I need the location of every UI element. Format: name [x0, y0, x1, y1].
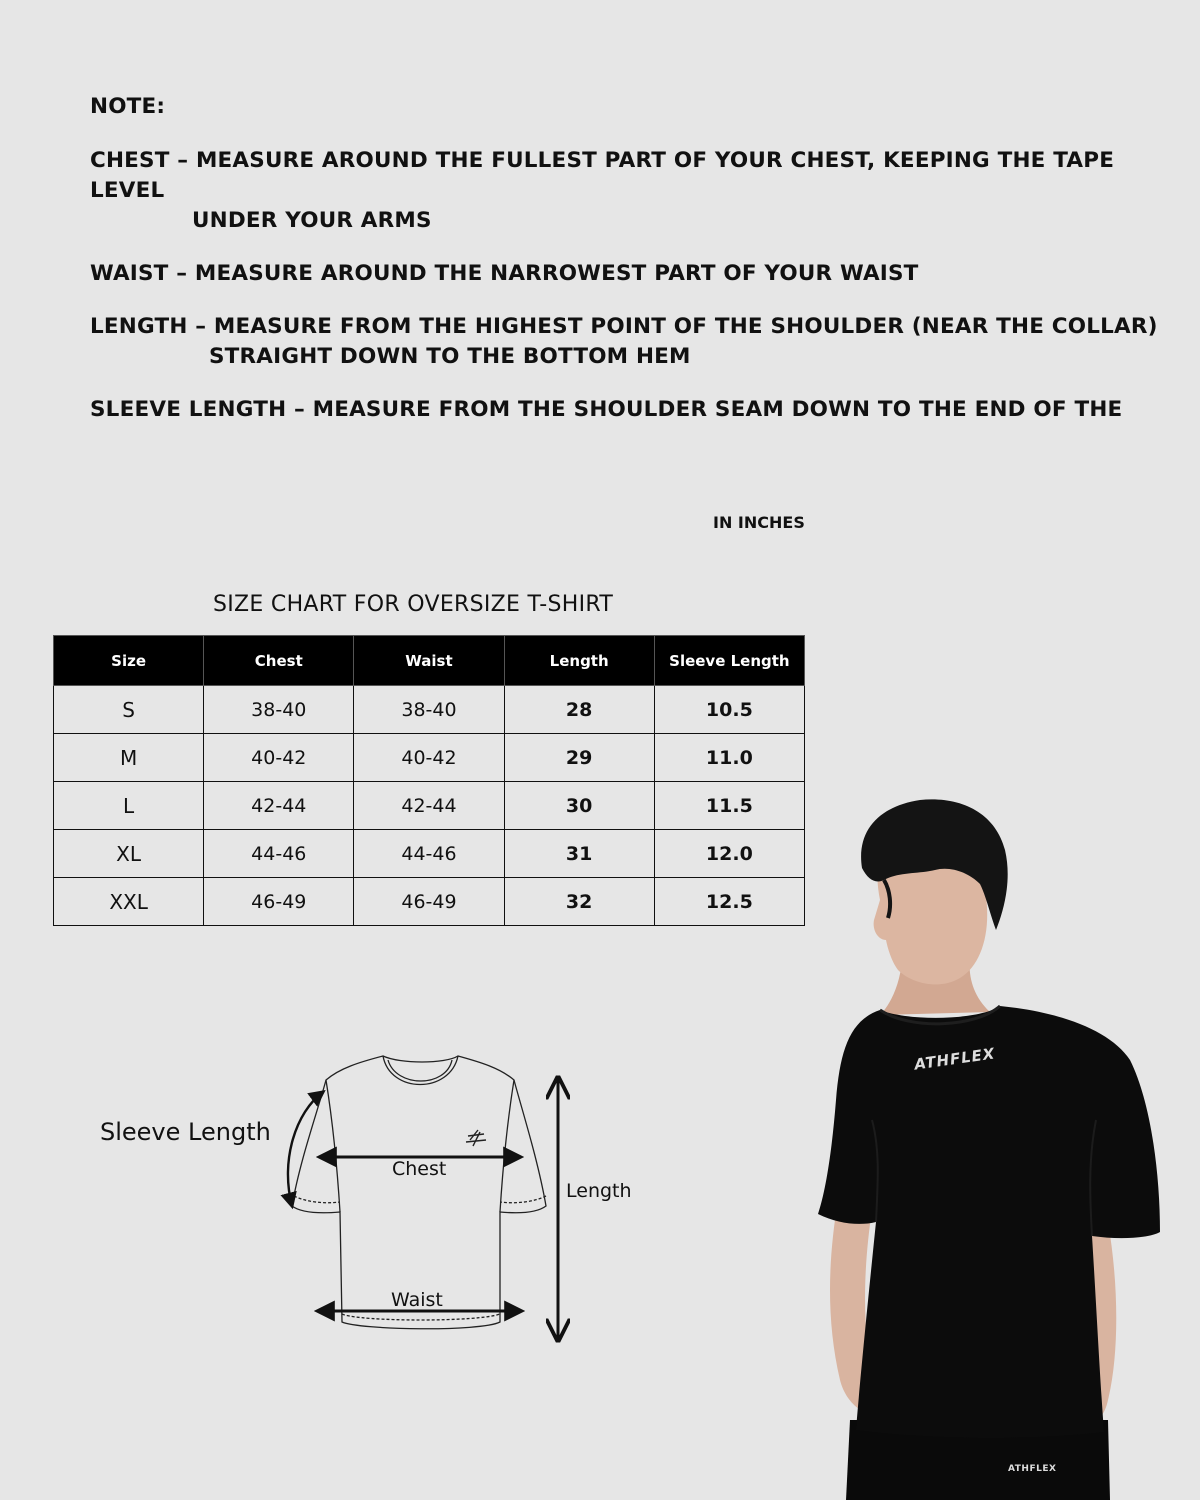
cell-waist: 38-40	[354, 686, 504, 734]
cell-chest: 46-49	[204, 878, 354, 926]
note-term: WAIST	[90, 261, 169, 286]
cell-sleeve-length: 11.0	[654, 734, 804, 782]
header-waist: Waist	[354, 636, 504, 686]
cell-length: 28	[504, 686, 654, 734]
shirt-brand-logo: ATHFLEX	[913, 1044, 997, 1074]
note-text: MEASURE AROUND THE FULLEST PART OF YOUR CHEST, KEEPING THE TAPE LEVEL	[90, 148, 1115, 203]
header-chest: Chest	[204, 636, 354, 686]
cell-sleeve-length: 10.5	[654, 686, 804, 734]
cell-sleeve-length: 12.5	[654, 878, 804, 926]
note-separator: –	[286, 397, 313, 422]
cell-chest: 42-44	[204, 782, 354, 830]
header-size: Size	[54, 636, 204, 686]
cell-chest: 40-42	[204, 734, 354, 782]
cell-length: 29	[504, 734, 654, 782]
cell-size: S	[54, 686, 204, 734]
cell-waist: 40-42	[354, 734, 504, 782]
note-separator: –	[169, 148, 196, 173]
shorts-brand-logo: ATHFLEX	[1008, 1464, 1057, 1474]
notes-heading: NOTE:	[90, 94, 166, 119]
cell-size: XL	[54, 830, 204, 878]
sleeve-length-label: Sleeve Length	[100, 1118, 271, 1146]
note-separator: –	[187, 314, 214, 339]
cell-chest: 44-46	[204, 830, 354, 878]
note-term: LENGTH	[90, 314, 188, 339]
note-text-continued: STRAIGHT DOWN TO THE BOTTOM HEM	[209, 344, 691, 369]
cell-chest: 38-40	[204, 686, 354, 734]
note-text: MEASURE AROUND THE NARROWEST PART OF YOUR WAIST	[194, 261, 919, 286]
cell-length: 30	[504, 782, 654, 830]
note-text: MEASURE FROM THE SHOULDER SEAM DOWN TO THE END OF THE	[312, 397, 1123, 422]
cell-length: 32	[504, 878, 654, 926]
size-chart-title: SIZE CHART FOR OVERSIZE T-SHIRT	[213, 592, 614, 617]
cell-waist: 44-46	[354, 830, 504, 878]
cell-sleeve-length: 12.0	[654, 830, 804, 878]
header-sleeve-length: Sleeve Length	[654, 636, 804, 686]
length-label: Length	[566, 1180, 632, 1202]
cell-length: 31	[504, 830, 654, 878]
cell-sleeve-length: 11.5	[654, 782, 804, 830]
cell-waist: 46-49	[354, 878, 504, 926]
waist-label: Waist	[391, 1289, 443, 1311]
note-text-continued: UNDER YOUR ARMS	[192, 208, 432, 233]
cell-size: L	[54, 782, 204, 830]
note-separator: –	[168, 261, 195, 286]
cell-size: M	[54, 734, 204, 782]
header-length: Length	[504, 636, 654, 686]
cell-size: XXL	[54, 878, 204, 926]
note-text: MEASURE FROM THE HIGHEST POINT OF THE SHOULDER (NEAR THE COLLAR)	[213, 314, 1158, 339]
note-term: SLEEVE LENGTH	[90, 397, 287, 422]
note-term: CHEST	[90, 148, 170, 173]
cell-waist: 42-44	[354, 782, 504, 830]
unit-label: IN INCHES	[713, 513, 805, 532]
chest-label: Chest	[392, 1158, 447, 1180]
